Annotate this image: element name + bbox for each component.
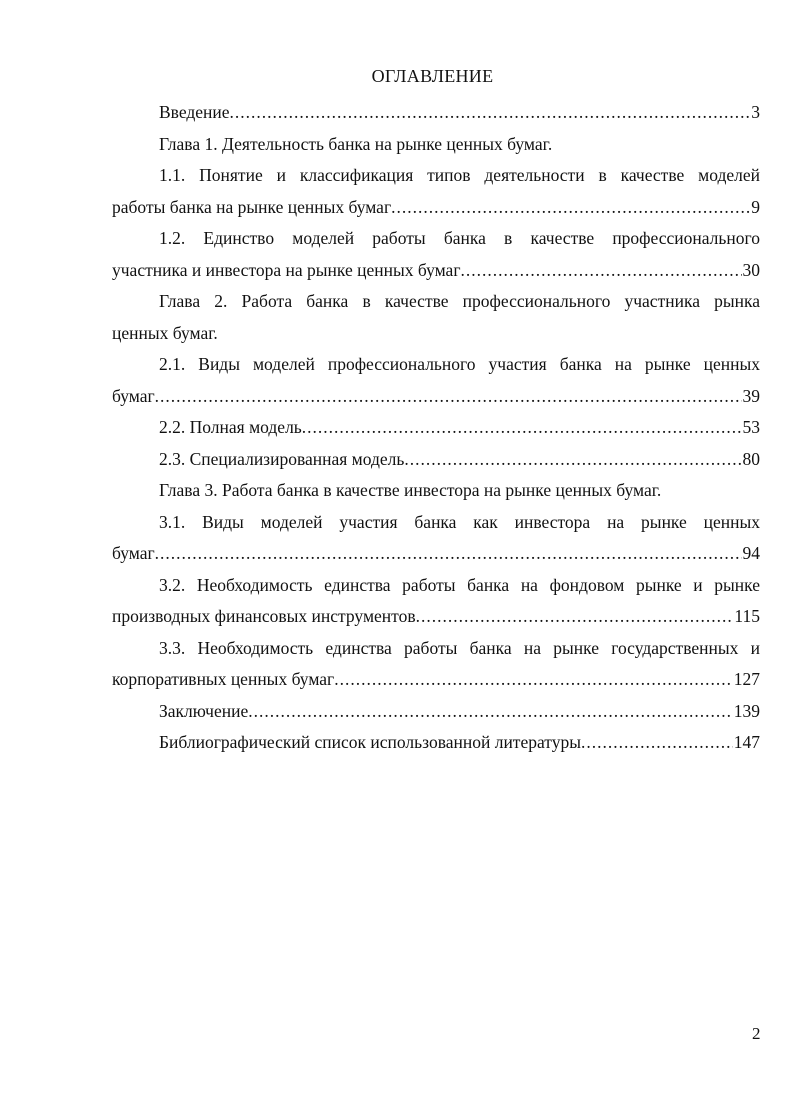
toc-entry-3-2-line2 — [112, 601, 760, 633]
toc-entry-text: корпоративных ценных бумаг — [112, 669, 335, 689]
toc-chapter-2-line2: ценных бумаг. — [112, 322, 218, 343]
toc-page-number: 30 — [742, 259, 760, 280]
toc-page-number: 139 — [733, 700, 760, 721]
toc-entry-conclusion — [112, 696, 760, 728]
dot-leader — [416, 601, 734, 633]
toc-heading: ОГЛАВЛЕНИЕ — [371, 66, 494, 86]
toc-entry-2-2 — [112, 412, 760, 444]
toc-entry-2-3 — [112, 444, 760, 476]
toc-entry-3-1-line1: 3.1. Виды моделей участия банка как инвестора на рынке ценных — [159, 511, 760, 532]
toc-chapter-2-line1: Глава 2. Работа банка в качестве профессионального участника рынка — [159, 291, 760, 311]
toc-page-number: 53 — [742, 417, 760, 437]
dot-leader — [404, 444, 741, 476]
toc-entry-text: Введение — [159, 102, 230, 122]
toc-entry-text: бумаг — [112, 385, 155, 406]
toc-entry-text: 2.3. Специализированная модель — [159, 448, 405, 469]
toc-entry-2-1-line1: 2.1. Виды моделей профессионального участия банка на рынке ценных — [159, 354, 760, 374]
toc-entry-text: производных финансовых инструментов — [112, 606, 416, 626]
dot-leader — [155, 381, 742, 413]
toc-page-number: 9 — [751, 196, 760, 217]
toc-entry-text: Библиографический список использованной литературы — [159, 732, 581, 752]
toc-entry-bibliography — [112, 727, 760, 759]
dot-leader — [581, 727, 733, 759]
dot-leader — [155, 538, 742, 570]
dot-leader — [248, 696, 733, 728]
toc-entry-text: бумаг — [112, 543, 155, 563]
toc-page-number: 3 — [751, 102, 760, 122]
toc-entry-text: Заключение — [159, 700, 249, 721]
toc-entry-text: участника и инвестора на рынке ценных бумаг — [112, 259, 461, 280]
toc-entry-3-3-line2 — [112, 664, 760, 696]
toc-entry-1-1-line1: 1.1. Понятие и классификация типов деятельности в качестве моделей — [159, 165, 760, 185]
toc-entry-1-1-line2 — [112, 192, 760, 224]
dot-leader — [302, 412, 742, 444]
toc-page-number: 80 — [742, 448, 760, 469]
dot-leader — [391, 192, 750, 224]
page-number: 2 — [752, 1024, 761, 1043]
toc-entry-text: работы банка на рынке ценных бумаг — [112, 196, 392, 217]
toc-entry-1-2-line1: 1.2. Единство моделей работы банка в качестве профессионального — [159, 228, 760, 248]
dot-leader — [461, 255, 742, 287]
dot-leader — [230, 97, 751, 129]
toc-entry-intro — [112, 97, 760, 129]
toc-entry-1-2-line2 — [112, 255, 760, 287]
toc-page-number: 115 — [734, 606, 760, 626]
toc-entry-3-1-line2 — [112, 538, 760, 570]
toc-entry-3-2-line1: 3.2. Необходимость единства работы банка на фондовом рынке и рынке — [159, 574, 760, 595]
toc-page-number: 127 — [733, 669, 760, 689]
toc-entry-3-3-line1: 3.3. Необходимость единства работы банка на рынке государственных и — [159, 637, 760, 658]
toc-page-number: 39 — [742, 385, 760, 406]
table-of-contents — [112, 97, 760, 759]
toc-chapter-3: Глава 3. Работа банка в качестве инвестора на рынке ценных бумаг. — [159, 480, 662, 500]
toc-entry-2-1-line2 — [112, 381, 760, 413]
toc-page-number: 147 — [733, 732, 760, 752]
dot-leader — [334, 664, 733, 696]
toc-entry-text: 2.2. Полная модель — [159, 417, 302, 437]
toc-chapter-1: Глава 1. Деятельность банка на рынке ценных бумаг. — [159, 133, 553, 154]
toc-page-number: 94 — [742, 543, 760, 563]
